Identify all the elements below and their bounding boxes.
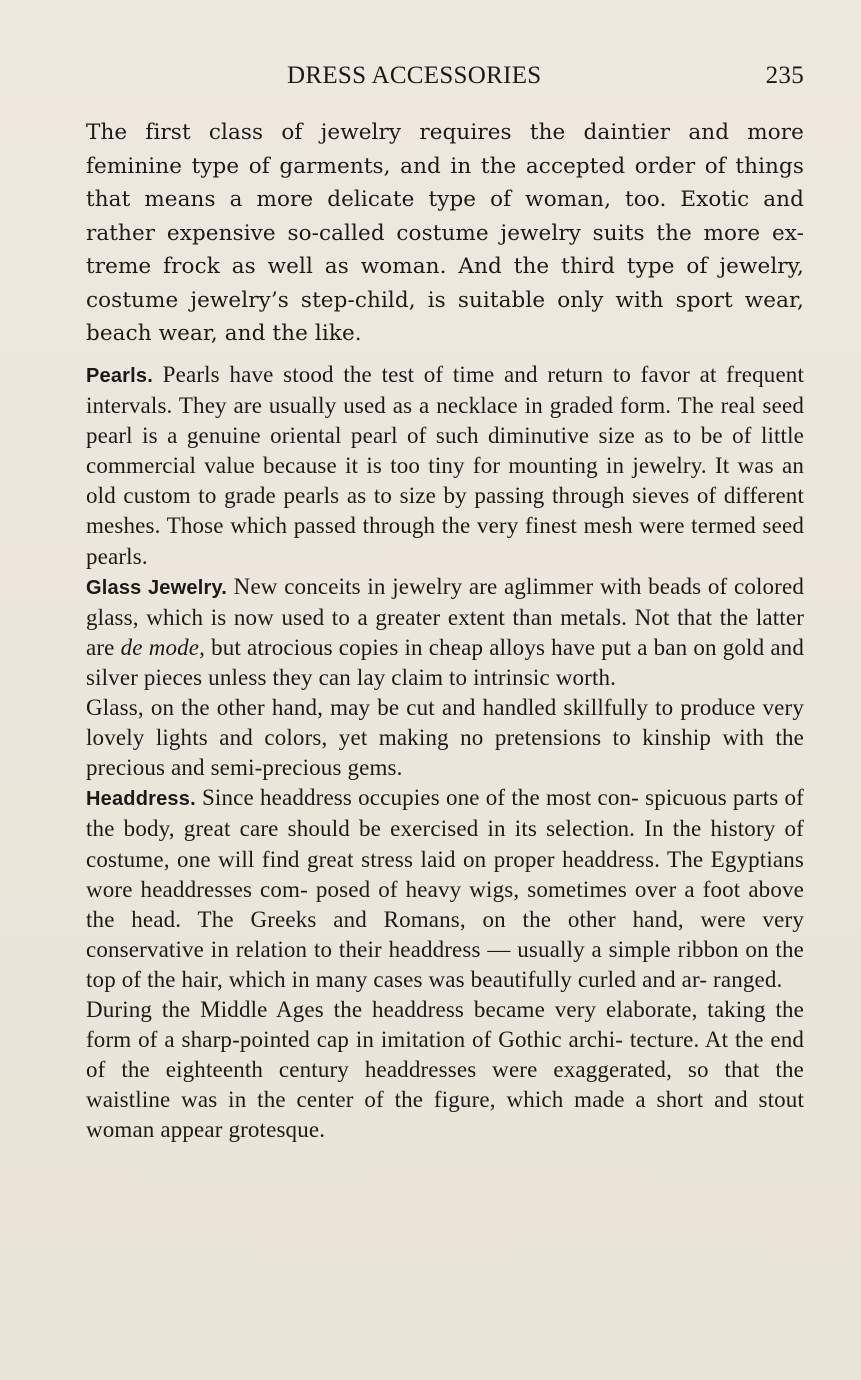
pearls-text: Pearls have stood the test of time and return to favor at frequent intervals. They are usually used as a necklace in graded form. The real seed pearl is a genuine oriental pearl of such diminutive size as to be of little commercial value because it is too tiny for mounting in jewelry. It was an old custom to grade pearls as to size by passing through sieves of different meshes. Those which passed through the very finest mesh were termed seed pearls. [86,362,804,569]
glass-jewelry-heading: Glass Jewelry. [86,576,228,599]
running-head [86,62,806,96]
chapter-title: DRESS ACCESSORIES [287,62,542,89]
headdress-paragraph [86,783,804,995]
glass-jewelry-text-after: but atrocious copies in cheap alloys have put a ban on gold and silver pieces unless they can lay claim to intrinsic worth. [86,634,804,690]
pearls-paragraph [86,360,804,572]
glass-jewelry-text-before: New conceits in jewelry are aglimmer with beads of colored glass, which is now used to a greater extent than metals. Not that the latter are [86,573,804,660]
pearls-heading: Pearls. [86,365,154,387]
glass-jewelry-italic: de mode, [120,634,206,660]
intro-paragraph: The first class of jewelry requires the daintier and more feminine type of garments, and in the accepted order of things that means a more delicate type of woman, too. Exotic and rather expensive so-called costume jewelry suits the more ex- treme frock as well as woman. And the third type of jewelry, costume jewelry’s step-child, is suitable only with sport wear, beach wear, and the like. [86,120,804,346]
page-number: 235 [765,62,804,89]
headdress-heading: Headdress. [86,788,196,811]
glass-paragraph-2: Glass, on the other hand, may be cut and handled skillfully to produce very lovely lights and colors, yet making no pretensions to kinship with the precious and semi-precious gems. [86,695,804,781]
headdress-text: Since headdress occupies one of the most con- spicuous parts of the body, great care should be exercised in its selection. In the history of costume, one will find great stress laid on proper headdress. The Egyptians wore headdresses com- posed of heavy wigs, sometimes over a foot above the head. The Greeks and Romans, on the other hand, were very conservative in relation to their headdress — usually a simple ribbon on the top of the hair, which in many cases was beautifully curled and ar- ranged. [86,785,804,992]
glass-jewelry-paragraph [86,572,804,693]
main-text [86,360,804,1145]
headdress-paragraph-2: During the Middle Ages the headdress became very elaborate, taking the form of a sharp-pointed cap in imitation of Gothic archi- tecture. At the end of the eighteenth century headdresses were exaggerated, so that the waistline was in the center of the figure, which made a short and stout woman appear grotesque. [86,996,804,1143]
